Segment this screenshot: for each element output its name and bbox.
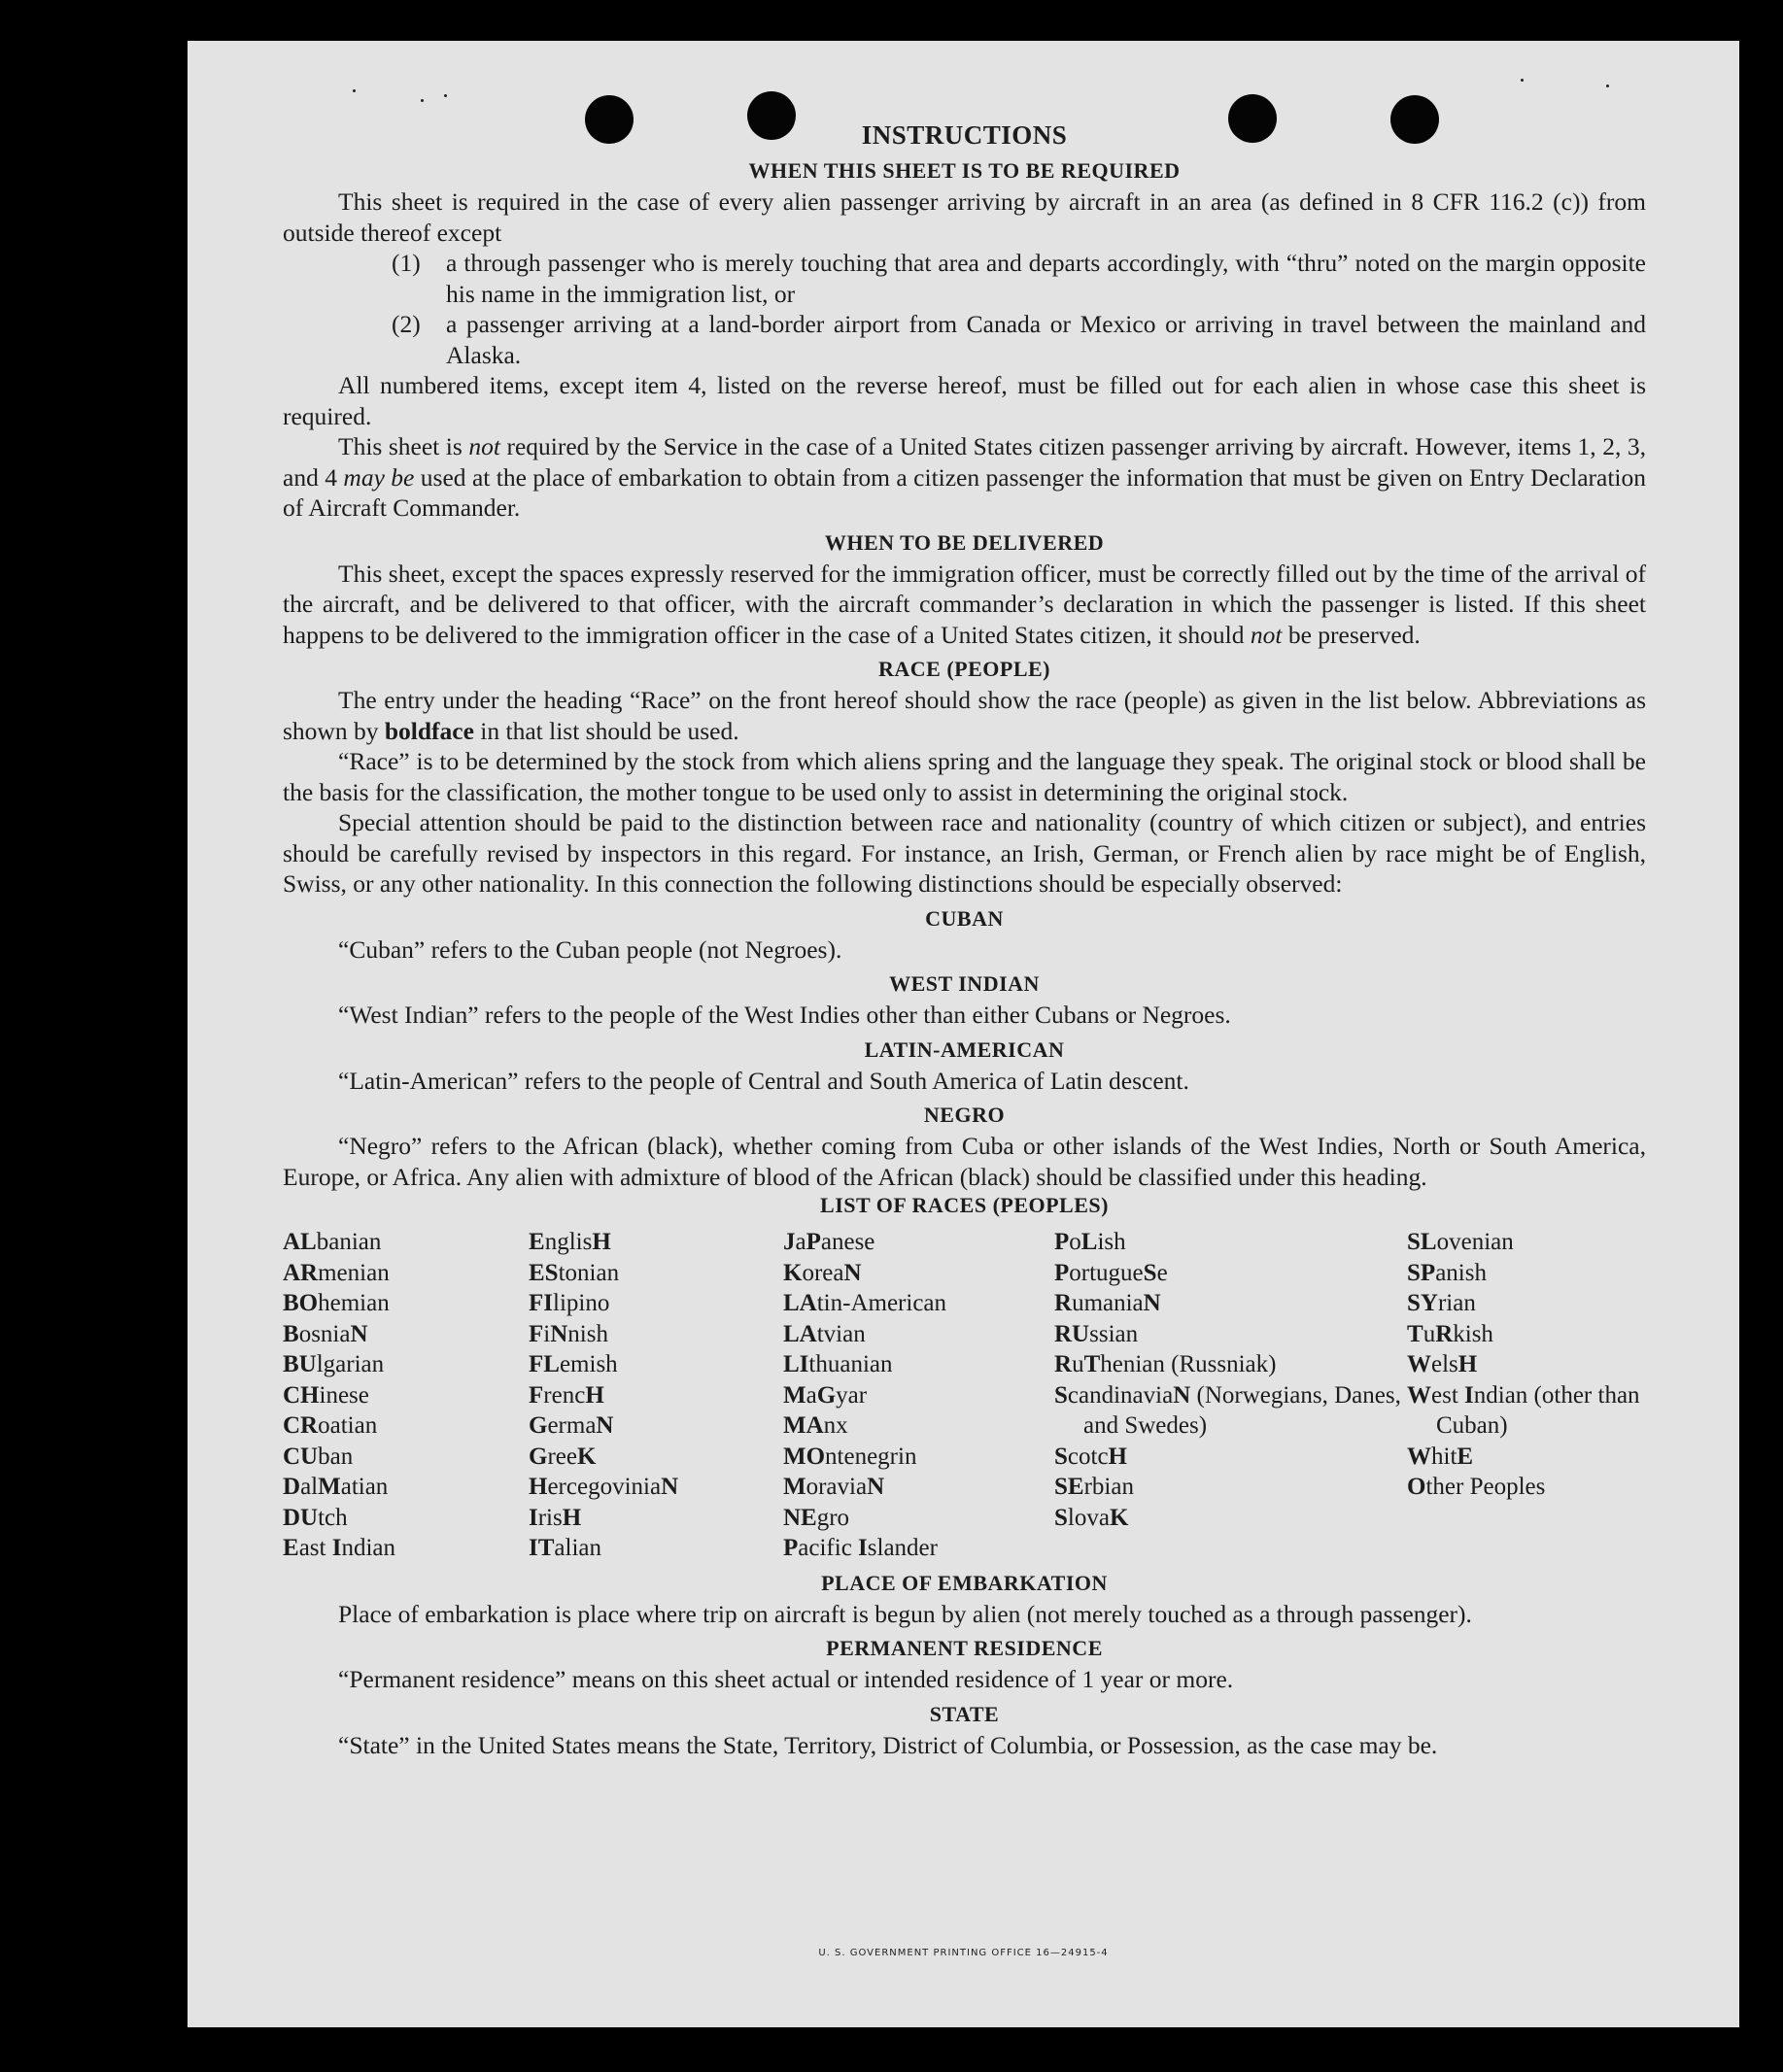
heading-latin-american: LATIN-AMERICAN xyxy=(864,1036,1065,1062)
race-entry: IrisH xyxy=(529,1504,582,1531)
paragraph: This sheet, except the spaces expressly reserved for the immigration officer, must be correctly filled out by the time of the arrival of the aircraft, and be delivered to that officer, with the aircraft commander’s declaration in which the passenger is listed. If this sheet happens to be delivered to the immigration officer in the case of a United States citizen, it should not be preserved. xyxy=(283,559,1646,649)
race-entry: GreeK xyxy=(529,1443,597,1470)
paragraph: “West Indian” refers to the people of the West Indies other than either Cubans or Negroes. xyxy=(338,1001,1231,1029)
race-column xyxy=(529,1227,783,1564)
race-column xyxy=(283,1227,529,1564)
race-entry: KoreaN xyxy=(783,1259,862,1286)
race-entry: LAtin-American xyxy=(783,1290,947,1316)
race-entry: MaGyar xyxy=(783,1381,868,1409)
race-list xyxy=(283,1227,1646,1564)
paragraph: “Cuban” refers to the Cuban people (not Negroes). xyxy=(338,934,842,964)
race-entry: NEgro xyxy=(783,1504,850,1531)
item-text: a passenger arriving at a land-border airport from Canada or Mexico or arriving in travel between the mainland and Alaska. xyxy=(446,310,1646,369)
race-entry: FLemish xyxy=(529,1351,618,1377)
race-entry: JaPanese xyxy=(783,1229,875,1255)
race-entry: Pacific Islander xyxy=(783,1535,938,1561)
race-entry: ScandinaviaN (Norwegians, Danes, and Swedes) xyxy=(1054,1381,1401,1439)
race-entry: FrencH xyxy=(529,1381,604,1409)
race-entry: RumaniaN xyxy=(1054,1290,1161,1316)
race-column xyxy=(1054,1227,1407,1564)
race-entry: East Indian xyxy=(283,1535,395,1561)
paragraph: “Latin-American” refers to the people of Central and South America of Latin descent. xyxy=(338,1066,1189,1095)
race-entry: FIlipino xyxy=(529,1290,610,1316)
race-entry: SPanish xyxy=(1407,1259,1487,1286)
race-entry: Other Peoples xyxy=(1407,1474,1546,1500)
race-column xyxy=(1407,1227,1646,1564)
race-entry: TuRkish xyxy=(1407,1320,1493,1347)
race-entry: MoraviaN xyxy=(783,1474,885,1500)
race-entry: EnglisH xyxy=(529,1229,611,1255)
heading-race: RACE (PEOPLE) xyxy=(878,657,1050,681)
heading-cuban: CUBAN xyxy=(925,905,1004,931)
race-entry: DUtch xyxy=(283,1504,348,1531)
paragraph: “State” in the United States means the State, Territory, District of Columbia, or Possession, as the case may be. xyxy=(338,1730,1438,1759)
race-entry: PortugueSe xyxy=(1054,1259,1168,1286)
paragraph: Place of embarkation is place where trip on aircraft is begun by alien (not merely touched as a through passenger). xyxy=(338,1599,1472,1628)
heading-west-indian: WEST INDIAN xyxy=(889,971,1040,996)
race-entry: RuThenian (Russniak) xyxy=(1054,1351,1277,1377)
paragraph: “Race” is to be determined by the stock from which aliens spring and the language they speak. The original stock or blood shall be the basis for the classification, the mother tongue to be used only to assist in determining the original stock. xyxy=(283,747,1646,806)
race-entry: MOntenegrin xyxy=(783,1443,917,1470)
paragraph: The entry under the heading “Race” on the front hereof should show the race (people) as given in the list below. Abbreviations as shown by boldface in that list should be used. xyxy=(283,686,1646,745)
item-number: (2) xyxy=(392,310,421,338)
speck xyxy=(1606,85,1609,87)
race-entry: ARmenian xyxy=(283,1259,390,1286)
item-number: (1) xyxy=(392,249,421,277)
exception-item xyxy=(283,248,1646,309)
race-entry: RUssian xyxy=(1054,1320,1139,1347)
page-title: INSTRUCTIONS xyxy=(861,120,1068,150)
race-entry: BOhemian xyxy=(283,1290,390,1316)
race-entry: EStonian xyxy=(529,1259,620,1286)
race-entry: GermaN xyxy=(529,1412,614,1439)
heading-negro: NEGRO xyxy=(923,1103,1006,1127)
race-entry: LIthuanian xyxy=(783,1351,893,1377)
race-entry: DalMatian xyxy=(283,1474,389,1500)
speck xyxy=(353,89,356,92)
paragraph: This sheet is required in the case of every alien passenger arriving by aircraft in an area (as defined in 8 CFR 116.2 (c)) from outside thereof except xyxy=(283,187,1646,247)
instructions-content xyxy=(283,119,1646,1760)
race-entry: FiNnish xyxy=(529,1320,608,1347)
speck xyxy=(421,99,424,102)
paragraph: This sheet is not required by the Service in the case of a United States citizen passenger arriving by aircraft. However, items 1, 2, 3, and 4 may be used at the place of embarkation to obtain from a citizen passenger the information that must be given on Entry Declaration of Aircraft Commander. xyxy=(283,432,1646,522)
race-entry: CUban xyxy=(283,1443,354,1470)
race-entry: CHinese xyxy=(283,1381,369,1409)
heading-when-delivered: WHEN TO BE DELIVERED xyxy=(824,529,1105,555)
race-column xyxy=(783,1227,1054,1564)
heading-state: STATE xyxy=(929,1701,1000,1726)
heading-list-of-races: LIST OF RACES (PEOPLES) xyxy=(820,1193,1109,1217)
race-entry: BUlgarian xyxy=(283,1351,385,1377)
race-entry: ITalian xyxy=(529,1535,601,1561)
race-entry: PoLish xyxy=(1054,1229,1126,1255)
heading-when-required: WHEN THIS SHEET IS TO BE REQUIRED xyxy=(748,158,1181,183)
race-entry: ALbanian xyxy=(283,1229,382,1255)
paragraph: “Permanent residence” means on this sheet actual or intended residence of 1 year or more. xyxy=(338,1665,1234,1693)
heading-permanent-residence: PERMANENT RESIDENCE xyxy=(826,1636,1103,1660)
paragraph: “Negro” refers to the African (black), whether coming from Cuba or other islands of the West Indies, North or South America, Europe, or Africa. Any alien with admixture of blood of the African (black) should be classified under this heading. xyxy=(283,1132,1646,1191)
race-entry: HercegoviniaN xyxy=(529,1474,679,1500)
race-entry: SlovaK xyxy=(1054,1504,1129,1531)
race-entry: SLovenian xyxy=(1407,1229,1514,1255)
race-entry: LAtvian xyxy=(783,1320,866,1347)
race-entry: ScotcH xyxy=(1054,1443,1127,1470)
race-entry: BosniaN xyxy=(283,1320,368,1347)
speck xyxy=(1521,79,1524,82)
paragraph: Special attention should be paid to the distinction between race and nationality (country of which citizen or subject), and entries should be carefully revised by inspectors in this regard. For instance, an Irish, German, or French alien by race might be of English, Swiss, or any other nationality. In this connection the following distinctions should be especially observed: xyxy=(283,808,1646,898)
race-entry: SErbian xyxy=(1054,1474,1134,1500)
speck xyxy=(444,94,447,97)
race-entry: MAnx xyxy=(783,1412,848,1439)
race-entry: CRoatian xyxy=(283,1412,378,1439)
race-entry: WelsH xyxy=(1407,1351,1478,1377)
exception-item xyxy=(283,309,1646,370)
paragraph: All numbered items, except item 4, listed on the reverse hereof, must be filled out for each alien in whose case this sheet is required. xyxy=(283,371,1646,430)
race-entry: West Indian (other than Cuban) xyxy=(1407,1381,1640,1439)
heading-place-of-embarkation: PLACE OF EMBARKATION xyxy=(821,1570,1108,1595)
race-entry: SYrian xyxy=(1407,1290,1476,1316)
race-entry: WhitE xyxy=(1407,1443,1474,1470)
document-sheet xyxy=(188,41,1739,2027)
printer-imprint: U. S. GOVERNMENT PRINTING OFFICE 16—24915-4 xyxy=(818,1948,1109,1958)
item-text: a through passenger who is merely touching that area and departs accordingly, with “thru” noted on the margin opposite his name in the immigration list, or xyxy=(446,249,1646,308)
